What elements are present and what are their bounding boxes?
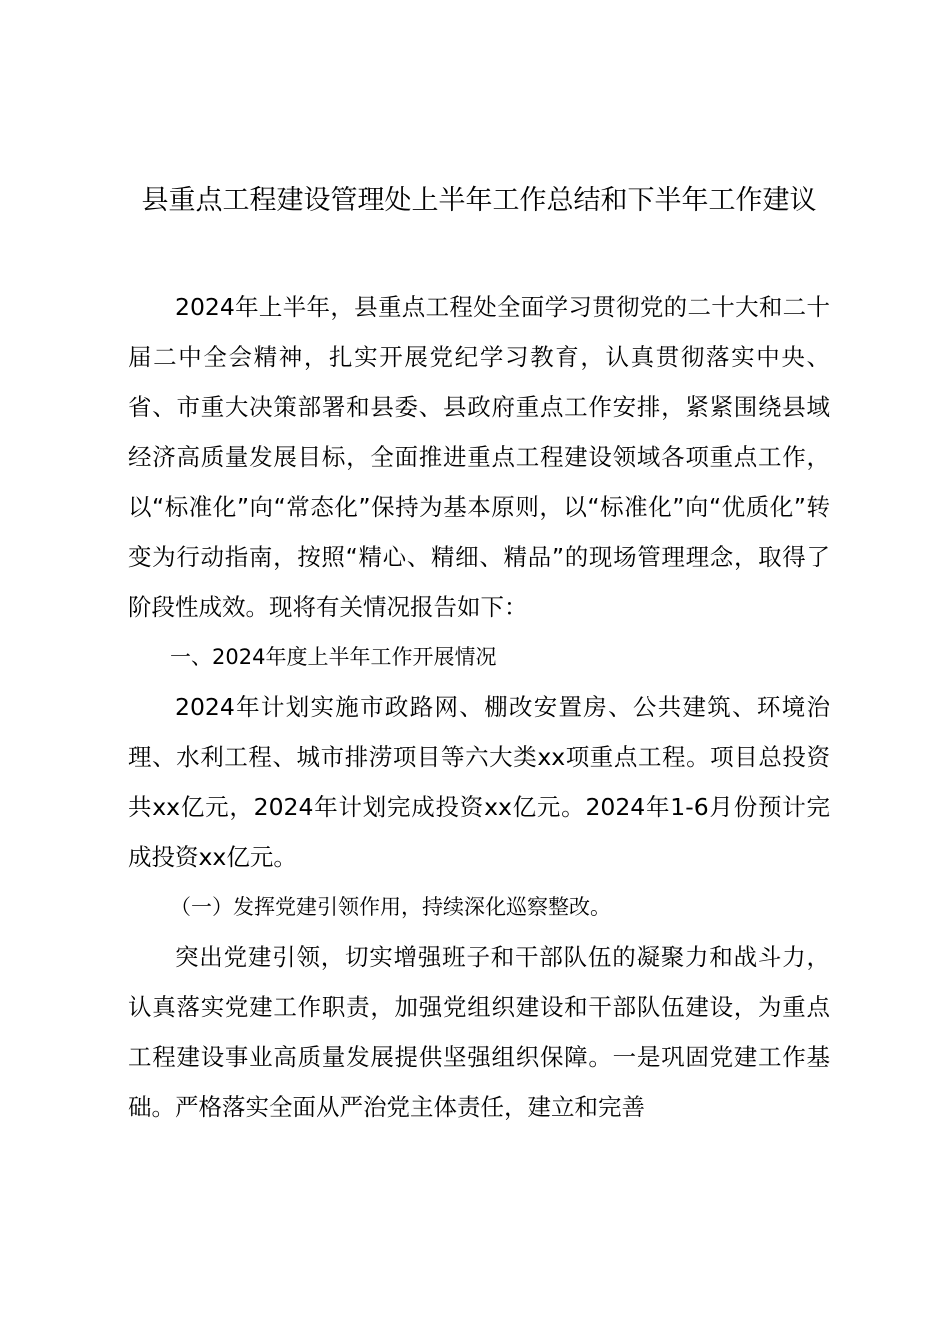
- party-building-paragraph: 突出党建引领，切实增强班子和干部队伍的凝聚力和战斗力，认真落实党建工作职责，加强党组织建设和干部队伍建设，为重点工程建设事业高质量发展提供坚强组织保障。一是巩固党建工作基础。严格落实全面从严治党主体责任，建立和完善: [128, 943, 830, 1121]
- subsection-heading: （一）发挥党建引领作用，持续深化巡察整改。: [170, 895, 611, 919]
- plan-paragraph: 2024年计划实施市政路网、棚改安置房、公共建筑、环境治理、水利工程、城市排涝项目等六大类xx项重点工程。项目总投资共xx亿元，2024年计划完成投资xx亿元。2024年1-6月份预计完成投资xx亿元。: [128, 693, 830, 871]
- document-body: [128, 282, 830, 1132]
- section-heading: 一、2024年度上半年工作开展情况: [170, 645, 497, 669]
- document-title: 县重点工程建设管理处上半年工作总结和下半年工作建议: [141, 185, 817, 216]
- intro-paragraph: 2024年上半年，县重点工程处全面学习贯彻党的二十大和二十届二中全会精神，扎实开展党纪学习教育，认真贯彻落实中央、省、市重大决策部署和县委、县政府重点工作安排，紧紧围绕县域经济高质量发展目标，全面推进重点工程建设领域各项重点工作，以“标准化”向“常态化”保持为基本原则，以“标准化”向“优质化”转变为行动指南，按照“精心、精细、精品”的现场管理理念，取得了阶段性成效。现将有关情况报告如下：: [128, 293, 830, 621]
